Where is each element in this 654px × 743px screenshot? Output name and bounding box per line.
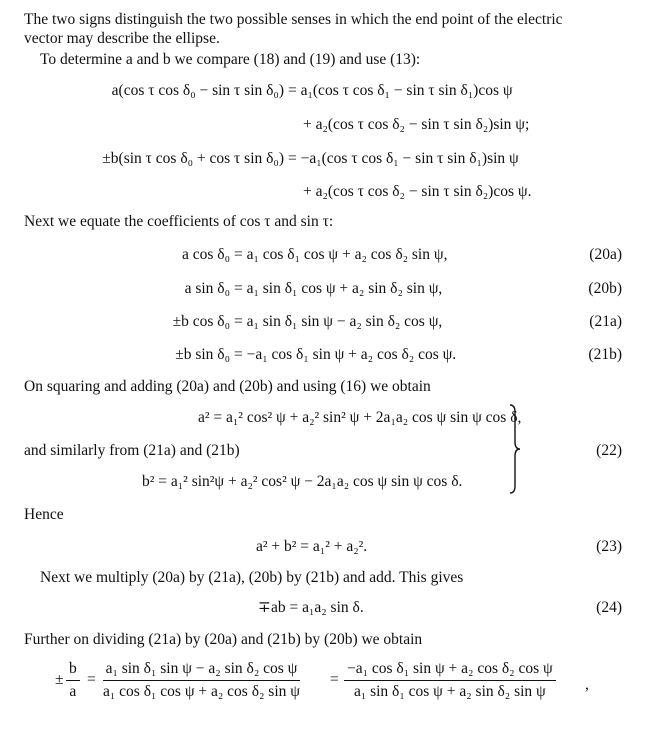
- paragraph-text: Hence: [24, 506, 64, 523]
- paragraph-text: The two signs distinguish the two possible senses in which the end point of the electric: [24, 11, 563, 28]
- equation-lhs: a sin δ₀: [184, 280, 230, 297]
- equation-line: ∓ab = a₁a₂ sin δ.: [258, 599, 364, 616]
- equation-lhs: a cos δ₀: [182, 246, 230, 263]
- equation-continuation: + a₂(cos τ cos δ₂ − sin τ sin δ₂)sin ψ;: [303, 116, 530, 133]
- paragraph-text: vector may describe the ellipse.: [24, 30, 220, 47]
- fraction-1: [100, 660, 303, 701]
- equation-lhs: ±b cos δ₀: [172, 313, 230, 330]
- right-brace-icon: [508, 404, 522, 494]
- paragraph-text: and similarly from (21a) and (21b): [24, 442, 240, 459]
- paragraph-text: Next we multiply (20a) by (21a), (20b) by (21b) and add. This gives: [40, 569, 464, 586]
- numerator: −a₁ cos δ₁ sin ψ + a₂ cos δ₂ cos ψ: [344, 660, 556, 681]
- equation-rhs: = a₁ sin δ₁ cos ψ + a₂ sin δ₂ sin ψ,: [234, 280, 443, 297]
- equation-lhs: ±b(sin τ cos δ₀ + cos τ sin δ₀): [102, 150, 284, 167]
- equation-line: a² + b² = a₁² + a₂².: [256, 538, 368, 555]
- equation-rhs: = a₁ cos δ₁ cos ψ + a₂ cos δ₂ sin ψ,: [234, 246, 448, 263]
- comma: ,: [585, 676, 589, 693]
- paragraph-text: Next we equate the coefficients of cos τ and sin τ:: [24, 213, 334, 230]
- plus-minus-sign: ±: [55, 671, 64, 688]
- equation-rhs: = a₁ sin δ₁ sin ψ − a₂ sin δ₂ cos ψ,: [234, 313, 443, 330]
- equation-number: (23): [596, 538, 622, 555]
- equation-lhs: a(cos τ cos δ₀ − sin τ sin δ₀): [111, 82, 284, 99]
- paragraph-text: On squaring and adding (20a) and (20b) and using (16) we obtain: [24, 378, 431, 395]
- equation-rhs: = −a₁ cos δ₁ sin ψ + a₂ cos δ₂ cos ψ.: [234, 346, 457, 363]
- equals-sign: =: [87, 671, 96, 688]
- denominator: a: [69, 683, 77, 700]
- numerator: a₁ sin δ₁ sin ψ − a₂ sin δ₂ cos ψ: [103, 660, 301, 681]
- equation-number: (21a): [589, 313, 622, 330]
- equation-line: a² = a₁² cos² ψ + a₂² sin² ψ + 2a₁a₂ cos ψ sin ψ cos δ,: [198, 409, 522, 426]
- fraction-2: [344, 660, 556, 701]
- equation-number: (21b): [588, 346, 622, 363]
- equals-sign: =: [330, 671, 339, 688]
- denominator: a₁ cos δ₁ cos ψ + a₂ cos δ₂ sin ψ: [103, 683, 300, 700]
- equation-rhs: = −a₁(cos τ cos δ₁ − sin τ sin δ₁)sin ψ: [288, 150, 519, 167]
- denominator: a₁ sin δ₁ cos ψ + a₂ sin δ₂ sin ψ: [353, 683, 546, 700]
- equation-number: (20b): [588, 280, 622, 297]
- fraction-b-over-a: [66, 660, 80, 701]
- equation-rhs: = a₁(cos τ cos δ₁ − sin τ sin δ₁)cos ψ: [288, 82, 513, 99]
- equation-number: (22): [596, 442, 622, 459]
- paragraph-text: Further on dividing (21a) by (20a) and (21b) by (20b) we obtain: [24, 631, 423, 648]
- equation-continuation: + a₂(cos τ cos δ₂ − sin τ sin δ₂)cos ψ.: [303, 183, 532, 200]
- equation-lhs: ±b sin δ₀: [175, 346, 230, 363]
- numerator: b: [66, 660, 80, 681]
- equation-number: (24): [596, 599, 622, 616]
- equation-line: b² = a₁² sin²ψ + a₂² cos² ψ − 2a₁a₂ cos ψ sin ψ cos δ.: [142, 473, 463, 490]
- paragraph-text: To determine a and b we compare (18) and (19) and use (13):: [40, 51, 421, 68]
- equation-number: (20a): [589, 246, 622, 263]
